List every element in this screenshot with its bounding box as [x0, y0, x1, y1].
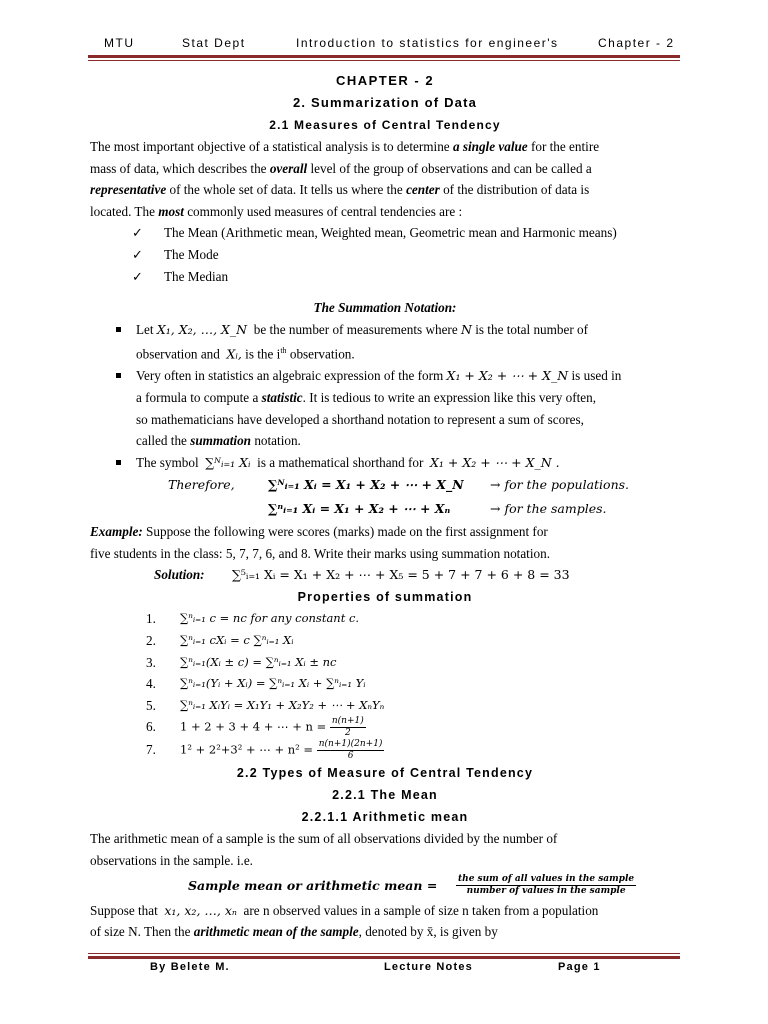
page-header: [90, 36, 680, 54]
footer-rule-thick: [88, 956, 680, 959]
example-line-1: Example: Suppose the following were scores (marks) made on the first assignment for: [90, 524, 548, 540]
measure-item: ✓ The Median: [90, 266, 680, 288]
section-title-text: 2. Summarization of Data: [292, 95, 478, 110]
arith-suppose-line-2: of size N. Then the arithmetic mean of the sample, denoted by x̄, is given by: [90, 924, 498, 940]
equation-sample: ∑ⁿᵢ₌₁ Xᵢ = X₁ + X₂ + ⋯ + Xₙ → for the samples.: [268, 501, 607, 517]
bullet-icon: [116, 327, 121, 332]
header-rule-thin: [88, 60, 680, 61]
arith-paragraph: The arithmetic mean of a sample is the sum of all observations divided by the number of observations in the sample. i.e.: [90, 831, 558, 869]
bullet-icon: [116, 460, 121, 465]
mean-heading: 2.2.1 The Mean: [332, 788, 438, 803]
arith-formula: Sample mean or arithmetic mean = the sum of all values in the sample number of values in the sample: [188, 873, 635, 896]
fraction: the sum of all values in the sample number of values in the sample: [458, 873, 635, 896]
example-solution: Solution: ∑⁵ᵢ₌₁ Xᵢ = X₁ + X₂ + ⋯ + X₅ = 5 + 7 + 7 + 6 + 8 = 33: [154, 567, 570, 583]
measure-item: ✓ The Mode: [90, 244, 680, 266]
example-line-2: five students in the class: 5, 7, 7, 6, and 8. Write their marks using summation notation.: [90, 545, 550, 561]
header-department: Stat Dept: [182, 36, 246, 50]
arith-suppose-line-1: Suppose that x₁, x₂, …, xₙ are n observed values in a sample of size n taken from a population: [90, 902, 599, 918]
property-item: 2. ∑ⁿᵢ₌₁ cXᵢ = c ∑ⁿᵢ₌₁ Xᵢ: [146, 633, 294, 649]
fraction: $\frac{n(n+1)(2n+1)}{6}$: [318, 739, 383, 762]
measure-item: ✓ The Mean (Arithmetic mean, Weighted mean, Geometric mean and Harmonic means): [90, 222, 680, 244]
property-item: 7. 1² + 2²+3² + ⋯ + n² = $\frac{n(n+1)(2n+1)}{6}$: [146, 739, 383, 762]
property-item: 5. ∑ⁿᵢ₌₁ XᵢYᵢ = X₁Y₁ + X₂Y₂ + ⋯ + XₙYₙ: [146, 697, 385, 713]
summation-heading: The Summation Notation:: [313, 300, 457, 316]
equation-population: Therefore, ∑ᴺᵢ₌₁ Xᵢ = X₁ + X₂ + ⋯ + X_N → for the populations.: [168, 477, 630, 493]
page-body: [90, 70, 680, 943]
summation-bullet-1: Let X₁, X₂, …, X_N be the number of measurements where N is the total number of observation and Xᵢ, is the $i^{th}$ observation.: [90, 319, 680, 366]
header-chapter: Chapter - 2: [598, 36, 675, 50]
header-university: MTU: [104, 36, 135, 50]
header-rule-thick: [88, 55, 680, 58]
summation-bullet-2: Very often in statistics an algebraic expression of the form X₁ + X₂ + ⋯ + X_N is used in a formula to compute a statistic. It is tedious to write an expression like this very often, so mathematicians have developed a shorthand notation to represent a sum of scores, called the summation notation.: [90, 365, 680, 451]
property-item: 4. ∑ⁿᵢ₌₁(Yᵢ + Xᵢ) = ∑ⁿᵢ₌₁ Xᵢ + ∑ⁿᵢ₌₁ Yᵢ: [146, 676, 366, 692]
header-course: Introduction to statistics for engineer's: [296, 36, 559, 50]
summation-bullet-3: The symbol ∑ᴺᵢ₌₁ Xᵢ is a mathematical shorthand for X₁ + X₂ + ⋯ + X_N .: [90, 452, 680, 474]
footer-rule-thin: [88, 953, 680, 954]
fraction: $\frac{n(n+1)}{2}$: [331, 716, 364, 739]
intro-line-4: located. The most commonly used measures of central tendencies are :: [90, 203, 463, 219]
properties-heading: Properties of summation: [297, 590, 473, 605]
page-footer: [90, 961, 680, 979]
subsection-title: 2.1 Measures of Central Tendency: [269, 118, 501, 132]
section-title: [90, 92, 680, 114]
chapter-title: CHAPTER - 2: [335, 73, 435, 88]
types-heading: 2.2 Types of Measure of Central Tendency: [236, 766, 534, 781]
footer-notes: Lecture Notes: [384, 961, 473, 973]
bullet-icon: [116, 373, 121, 378]
footer-page: Page 1: [558, 961, 601, 973]
property-item: 1. ∑ⁿᵢ₌₁ c = nc for any constant c.: [146, 611, 360, 627]
arithmetic-mean-heading: 2.2.1.1 Arithmetic mean: [301, 810, 469, 825]
intro-line-2: mass of data, which describes the overall level of the group of observations and can be called a: [90, 160, 592, 176]
footer-author: By Belete M.: [150, 961, 230, 973]
property-item: 6. 1 + 2 + 3 + 4 + ⋯ + n = $\frac{n(n+1)}{2}$: [146, 716, 364, 739]
intro-line-3: representative of the whole set of data. It tells us where the center of the distribution of data is: [90, 182, 590, 198]
intro-line-1: The most important objective of a statistical analysis is to determine a single value for the entire: [90, 139, 600, 154]
property-item: 3. ∑ⁿᵢ₌₁(Xᵢ ± c) = ∑ⁿᵢ₌₁ Xᵢ ± nc: [146, 654, 337, 670]
intro-paragraph: [90, 136, 680, 222]
